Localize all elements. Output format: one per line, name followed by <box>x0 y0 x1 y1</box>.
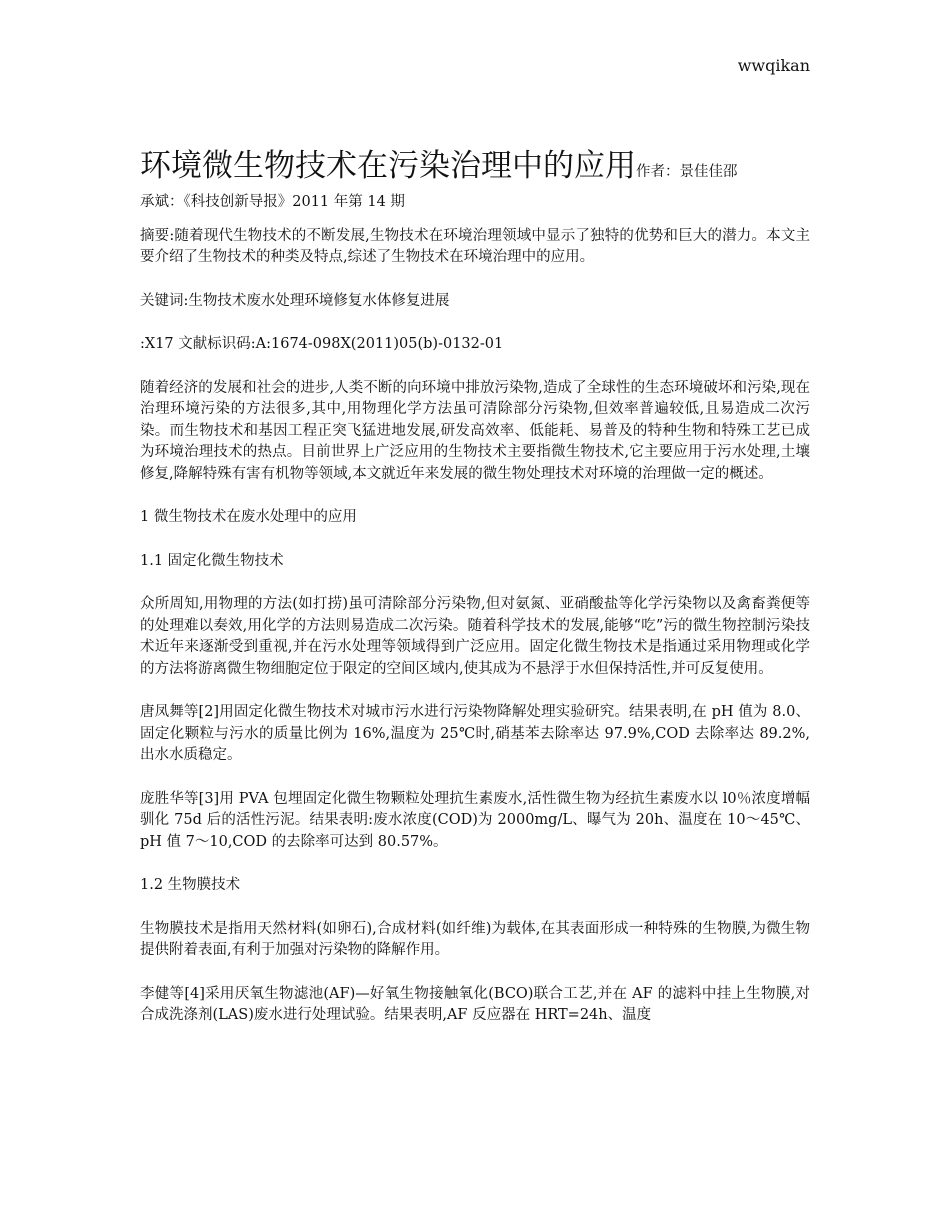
body-paragraph: 生物膜技术是指用天然材料(如卵石),合成材料(如纤维)为载体,在其表面形成一种特殊的生物膜,为微生物提供附着表面,有利于加强对污染物的降解作用。 <box>140 920 810 958</box>
subsection-heading: 1.1 固定化微生物技术 <box>140 552 284 569</box>
body-paragraph: 庞胜华等[3]用 PVA 包埋固定化微生物颗粒处理抗生素废水,活性微生物为经抗生素废水以 l0％浓度增幅驯化 75d 后的活性污泥。结果表明:废水浓度(COD)为 2000mg/L、曝气为 20h、温度在 10～45℃、pH 值 7～10,COD 的去除率可达到 80.57%。 <box>140 790 810 850</box>
page-header-watermark: wwqikan <box>737 56 810 75</box>
intro-paragraph: 随着经济的发展和社会的进步,人类不断的向环境中排放污染物,造成了全球性的生态环境破坏和污染,现在治理环境污染的方法很多,其中,用物理化学方法虽可清除部分污染物,但效率普遍较低,且易造成二次污染。而生物技术和基因工程正突飞猛进地发展,研发高效率、低能耗、易普及的特种生物和特殊工艺已成为环境治理技术的热点。目前世界上广泛应用的生物技术主要指微生物技术,它主要应用于污水处理,土壤修复,降解特殊有害有机物等领域,本文就近年来发展的微生物处理技术对环境的治理做一定的概述。 <box>140 379 810 482</box>
body-paragraph: 唐凤舞等[2]用固定化微生物技术对城市污水进行污染物降解处理实验研究。结果表明,在 pH 值为 8.0、固定化颗粒与污水的质量比例为 16%,温度为 25℃时,硝基苯去除率达 97.9%,COD 去除率达 89.2%,出水水质稳定。 <box>140 704 810 763</box>
author-line: 作者：景佳佳邵 <box>636 164 738 180</box>
title-line <box>140 146 810 192</box>
body-paragraph: 众所周知,用物理的方法(如打捞)虽可清除部分污染物,但对氨氮、亚硝酸盐等化学污染物以及禽畜粪便等的处理难以奏效,用化学的方法则易造成二次污染。随着科学技术的发展,能够“吃”污的微生物控制污染技术近年来逐渐受到重视,并在污水处理等领域得到广泛应用。固定化微生物技术是指通过采用物理或化学的方法将游离微生物细胞定位于限定的空间区域内,使其成为不悬浮于水但保持活性,并可反复使用。 <box>140 596 810 677</box>
abstract-paragraph: 摘要:随着现代生物技术的不断发展,生物技术在环境治理领域中显示了独特的优势和巨大的潜力。本文主要介绍了生物技术的种类及特点,综述了生物技术在环境治理中的应用。 <box>140 227 810 265</box>
article-title: 环境微生物技术在污染治理中的应用 <box>140 148 636 184</box>
body-paragraph: 李健等[4]采用厌氧生物滤池(AF)—好氧生物接触氧化(BCO)联合工艺,并在 AF 的滤料中挂上生物膜,对合成洗涤剂(LAS)废水进行处理试验。结果表明,AF 反应器在 HRT=24h、温度 <box>140 985 810 1023</box>
section-heading: 1 微生物技术在废水处理中的应用 <box>140 509 357 525</box>
author-source-line: 承斌：《科技创新导报》2011 年第 14 期 <box>140 194 405 210</box>
keywords-paragraph: 关键词:生物技术废水处理环境修复水体修复进展 <box>140 292 450 309</box>
subsection-heading: 1.2 生物膜技术 <box>140 877 241 893</box>
article-body <box>140 146 810 1049</box>
classification-paragraph: :X17 文献标识码:A:1674-098X(2011)05(b)-0132-01 <box>140 336 504 352</box>
